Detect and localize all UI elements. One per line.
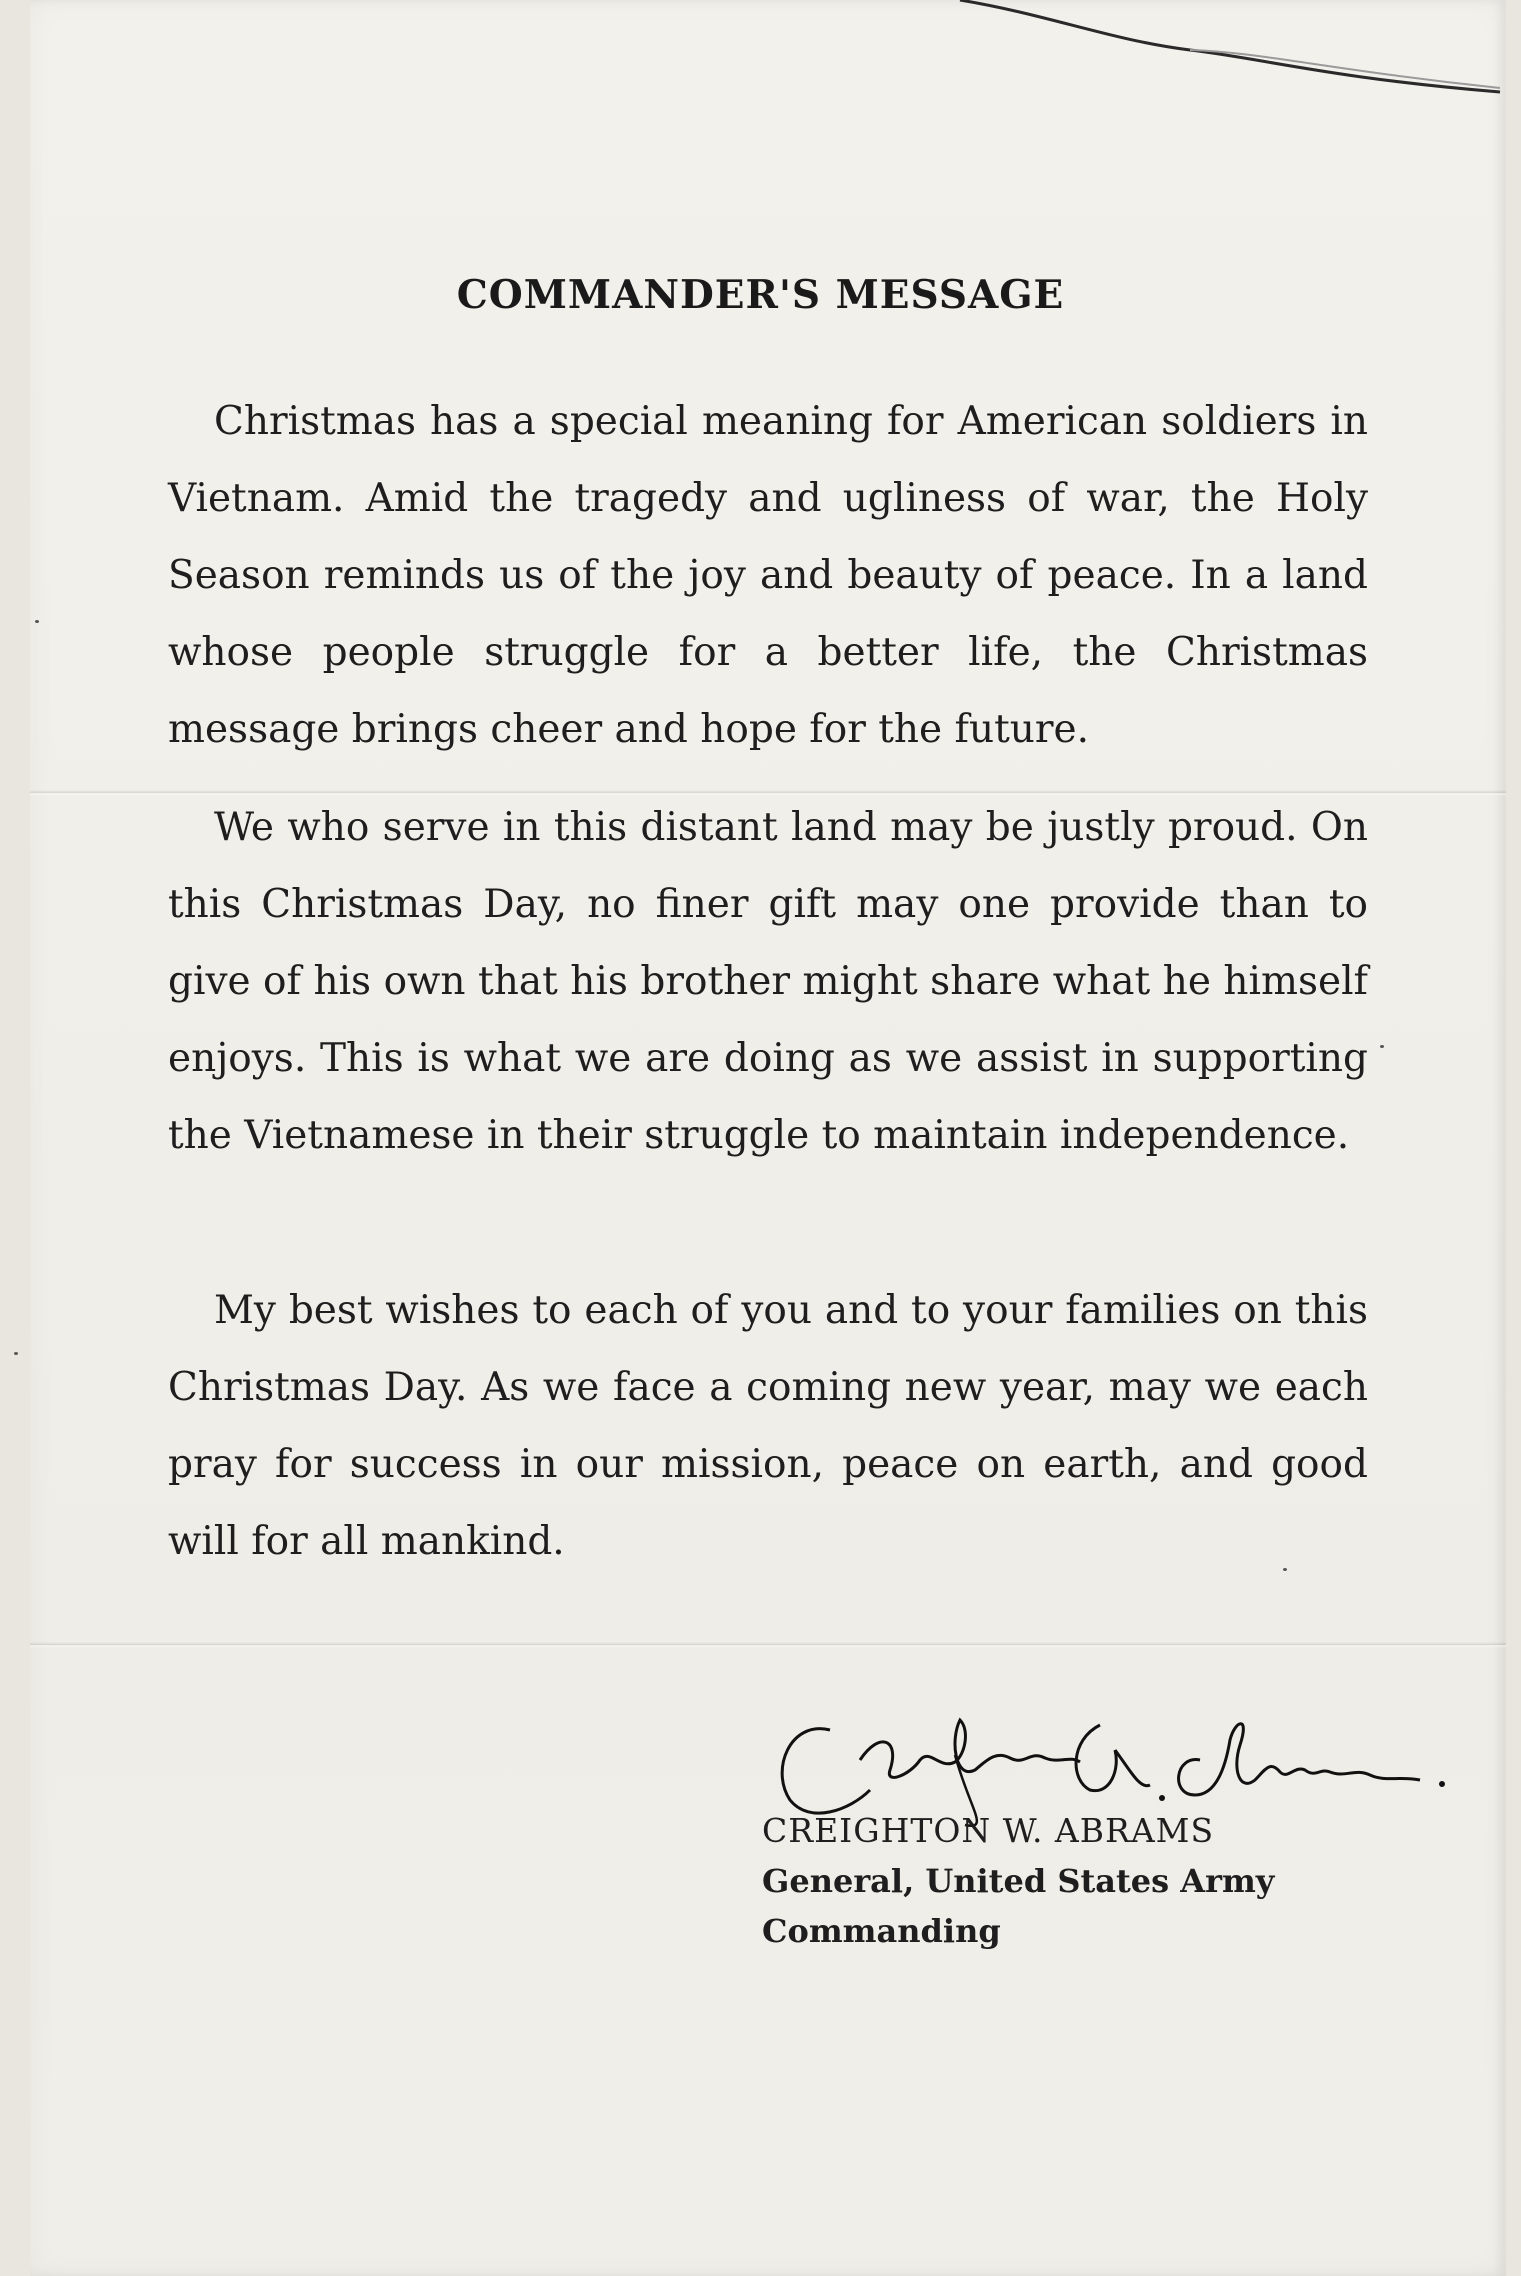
paragraph-text: My best wishes to each of you and to your families on this Christmas Day. As we face a coming new year, may we each pray for success in our mission, peace on earth, and good will for all mankind. <box>168 1288 1368 1564</box>
message-paragraph-3 <box>168 1272 1368 1580</box>
paragraph-text: Christmas has a special meaning for American soldiers in Vietnam. Amid the tragedy and ugliness of war, the Holy Season reminds us of the joy and beauty of peace. In a land whose people struggle for a better life, the Christmas message brings cheer and hope for the future. <box>168 399 1368 752</box>
document-title: COMMANDER'S MESSAGE <box>456 272 1065 318</box>
signer-role: Commanding <box>762 1912 1001 1950</box>
message-paragraph-2 <box>168 789 1368 1174</box>
signer-name: CREIGHTON W. ABRAMS <box>762 1811 1215 1850</box>
paper-tear-mark <box>0 0 1521 100</box>
paper-speck <box>14 1352 18 1355</box>
paper-speck <box>1380 1045 1384 1048</box>
paper-speck <box>1283 1568 1287 1571</box>
message-paragraph-1 <box>168 383 1368 768</box>
signature-block <box>762 1806 1274 1956</box>
paper-fold-line <box>30 1642 1506 1648</box>
paragraph-text: We who serve in this distant land may be justly proud. On this Christmas Day, no finer gift may one provide than to give of his own that his brother might share what he himself enjoys. This is what we are doing as we assist in supporting the Vietnamese in their struggle to maintain independence. <box>168 805 1368 1158</box>
paper-speck <box>35 620 39 623</box>
signer-title: General, United States Army <box>762 1862 1275 1900</box>
